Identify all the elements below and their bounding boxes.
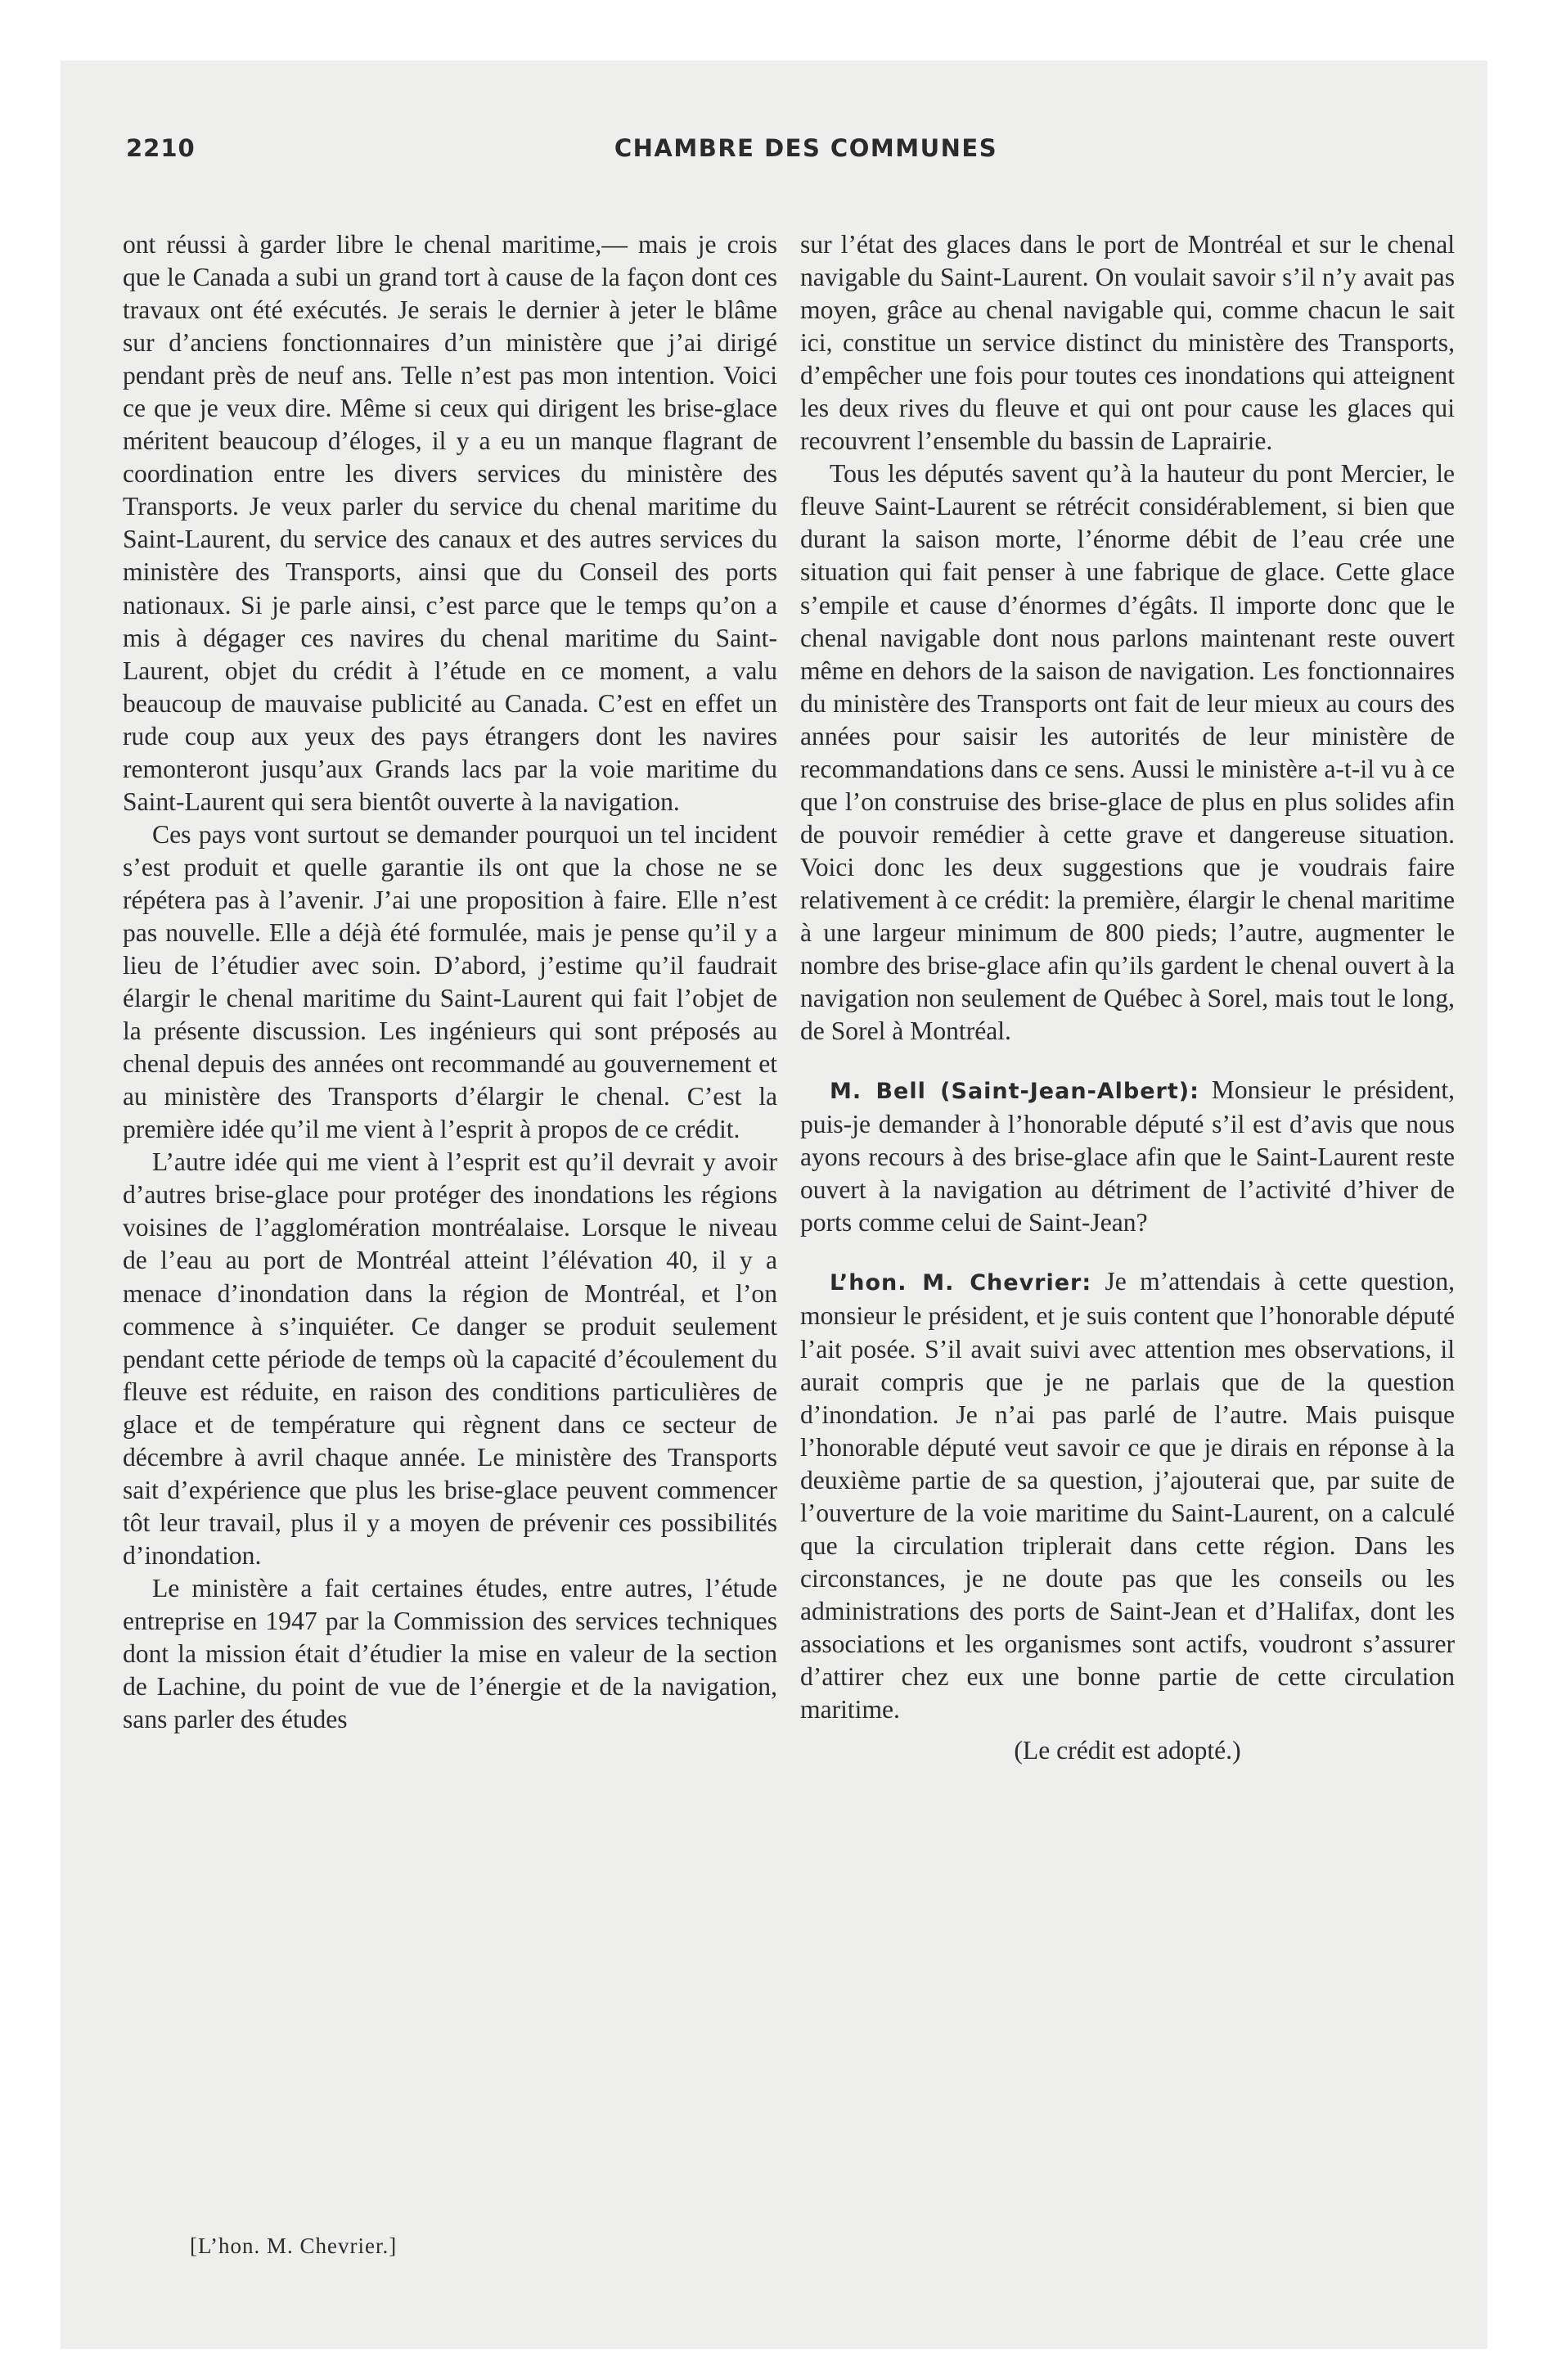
paragraph-spacer bbox=[800, 1048, 1455, 1074]
page-header bbox=[126, 134, 1486, 175]
left-column bbox=[123, 228, 777, 1736]
speech-text: Je m’attendais à cette question, monsieur le président, et je suis content que l’honorable député l’ait posée. S’il avait suivi avec attention mes observations, il aurait compris que je ne parlais que de la question d’inondation. Je n’ai pas parlé de l’autre. Mais puisque l’honorable député veut savoir ce que je dirais en réponse à la deuxième partie de sa question, j’ajouterai que, par suite de l’ouverture de la voie maritime du Saint-Laurent, on a calculé que la circulation triplerait dans cette région. Dans les circonstances, je ne doute pas que les conseils ou les administrations des ports de Saint-Jean et d’Halifax, dont les associations et les organismes sont actifs, voudront s’assurer d’attirer chez eux une bonne partie de cette circulation maritime. bbox=[800, 1267, 1456, 1724]
right-paragraph-3 bbox=[800, 1074, 1455, 1239]
right-paragraph-1: sur l’état des glaces dans le port de Montréal et sur le chenal navigable du Saint-Laurent. On voulait savoir s’il n’y avait pas moyen, grâce au chenal navigable qui, comme chacun le sait ici, constitue un service distinct du ministère des Transports, d’empêcher une fois pour toutes ces inondations qui atteignent les deux rives du fleuve et qui ont pour cause les glaces qui recouvrent l’ensemble du bassin de Laprairie. bbox=[800, 230, 1455, 456]
speaker-name: M. Bell (Saint-Jean-Albert): bbox=[830, 1079, 1199, 1105]
paragraph-spacer bbox=[800, 1239, 1455, 1265]
speaker-name: L’hon. M. Chevrier: bbox=[830, 1270, 1092, 1296]
footer-speaker: [L’hon. M. Chevrier.] bbox=[190, 2234, 398, 2258]
hansard-page bbox=[61, 61, 1487, 2349]
vote-result: (Le crédit est adopté.) bbox=[1014, 1736, 1241, 1765]
left-paragraph-3: L’autre idée qui me vient à l’esprit est qu’il devrait y avoir d’autres brise-glace pour protéger des inondations les régions voisines de l’agglomération montréalaise. Lorsque le niveau de l’eau au port de Montréal atteint l’élévation 40, il y a menace d’inondation dans la région de Montréal, et l’on commence à s’inquiéter. Ce danger se produit seulement pendant cette période de temps où la capacité d’écoulement du fleuve est réduite, en raison des conditions particulières de glace et de température qui règnent dans ce secteur de décembre à avril chaque année. Le ministère des Transports sait d’expérience que plus les brise-glace peuvent commencer tôt leur travail, plus il y a moyen de prévenir ces possibilités d’inondation. bbox=[123, 1147, 777, 1570]
page-number: 2210 bbox=[126, 134, 196, 162]
left-paragraph-2: Ces pays vont surtout se demander pourquoi un tel incident s’est produit et quelle garantie ils ont que la chose ne se répétera pas à l’avenir. J’ai une proposition à faire. Elle n’est pas nouvelle. Elle a déjà été formulée, mais je pense qu’il y a lieu de l’étudier avec soin. D’abord, j’estime qu’il faudrait élargir le chenal maritime du Saint-Laurent qui fait l’objet de la présente discussion. Les ingénieurs qui sont préposés au chenal depuis des années ont recommandé au gouvernement et au ministère des Transports d’élargir le chenal. C’est la première idée qu’il me vient à l’esprit à propos de ce crédit. bbox=[123, 819, 777, 1144]
paragraph-spacer bbox=[800, 1726, 1455, 1734]
left-paragraph-4: Le ministère a fait certaines études, entre autres, l’étude entreprise en 1947 par la Commission des services techniques dont la mission était d’étudier la mise en valeur de la section de Lachine, du point de vue de l’énergie et de la navigation, sans parler des études bbox=[123, 1573, 777, 1734]
right-paragraph-4 bbox=[800, 1265, 1455, 1726]
right-column bbox=[800, 228, 1455, 1767]
right-paragraph-2: Tous les députés savent qu’à la hauteur du pont Mercier, le fleuve Saint-Laurent se rétrécit considérablement, si bien que durant la saison morte, l’énorme débit de l’eau crée une situation qui fait penser à une fabrique de glace. Cette glace s’empile et cause d’énormes d’égâts. Il importe donc que le chenal navigable dont nous parlons maintenant reste ouvert même en dehors de la saison de navigation. Les fonctionnaires du ministère des Transports ont fait de leur mieux au cours des années pour saisir les autorités de leur ministère de recommandations dans ce sens. Aussi le ministère a-t-il vu à ce que l’on construise des brise-glace de plus en plus solides afin de pouvoir remédier à cette grave et dangereuse situation. Voici donc les deux suggestions que je voudrais faire relativement à ce crédit: la première, élargir le chenal maritime à une largeur minimum de 800 pieds; l’autre, augmenter le nombre des brise-glace afin qu’ils gardent le chenal ouvert à la navigation non seulement de Québec à Sorel, mais tout le long, de Sorel à Montréal. bbox=[800, 459, 1455, 1046]
left-paragraph-1: ont réussi à garder libre le chenal maritime,— mais je crois que le Canada a subi un grand tort à cause de la façon dont ces travaux ont été exécutés. Je serais le dernier à jeter le blâme sur d’anciens fonctionnaires d’un ministère que j’ai dirigé pendant près de neuf ans. Telle n’est pas mon intention. Voici ce que je veux dire. Même si ceux qui dirigent les brise-glace méritent beaucoup d’éloges, il y a eu un manque flagrant de coordination entre les divers services du ministère des Transports. Je veux parler du service du chenal maritime du Saint-Laurent, du service des canaux et des autres services du ministère des Transports, ainsi que du Conseil des ports nationaux. Si je parle ainsi, c’est parce que le temps qu’on a mis à dégager ces navires du chenal maritime du Saint-Laurent, objet du crédit à l’étude en ce moment, a valu beaucoup de mauvaise publicité au Canada. C’est en effet un rude coup aux yeux des pays étrangers dont les navires remonteront jusqu’aux Grands lacs par la voie maritime du Saint-Laurent qui sera bientôt ouverte à la navigation. bbox=[123, 230, 777, 816]
running-head: CHAMBRE DES COMMUNES bbox=[614, 134, 998, 162]
speech-text: Monsieur le président, puis-je demander à l’honorable député s’il est d’avis que nous ayons recours à des brise-glace afin que le Saint-Laurent reste ouvert à la navigation au détriment de l’activité d’hiver de ports comme celui de Saint-Jean? bbox=[800, 1075, 1455, 1237]
